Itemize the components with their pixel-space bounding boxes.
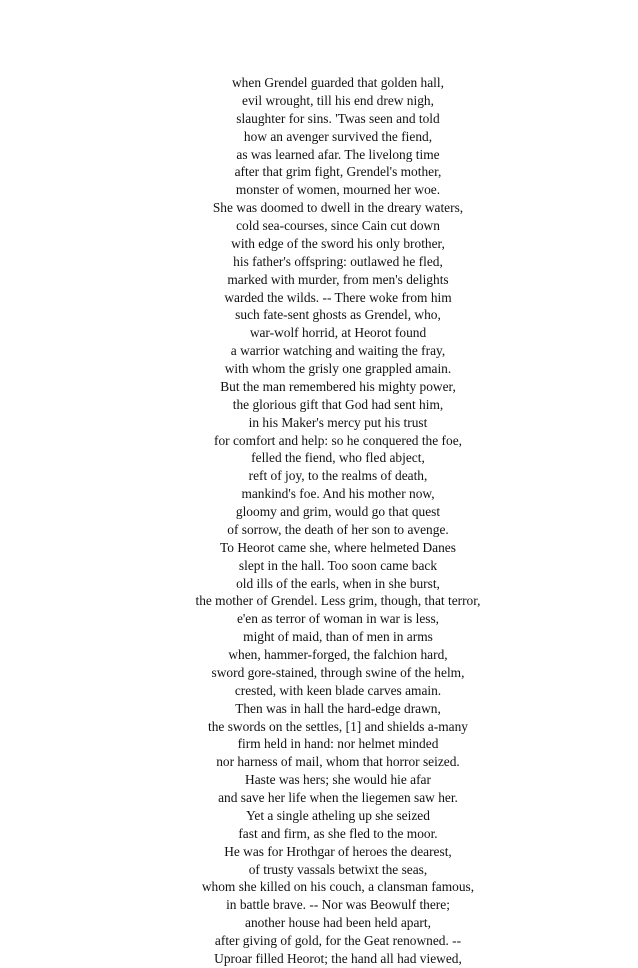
poem-line: marked with murder, from men's delights (227, 271, 449, 287)
poem-line: of sorrow, the death of her son to avenge. (227, 521, 449, 537)
poem-line: mankind's foe. And his mother now, (241, 486, 435, 502)
poem-line: She was doomed to dwell in the dreary waters, (212, 200, 464, 216)
poem-line: after giving of gold, for the Geat renowned. -- (214, 933, 462, 948)
poem-line: sword gore-stained, through swine of the helm, (211, 664, 465, 680)
poem-line: monster of women, mourned her woe. (235, 182, 441, 198)
poem-line: how an avenger survived the fiend, (243, 128, 433, 144)
poem-line: another house had been held apart, (245, 915, 431, 931)
poem-line: and save her life when the liegemen saw her. (218, 790, 458, 805)
poem-line: He was for Hrothgar of heroes the dearest, (224, 843, 452, 859)
poem-text (0, 74, 638, 968)
poem-line: the glorious gift that God had sent him, (232, 396, 444, 412)
poem-line: evil wrought, till his end drew nigh, (242, 92, 434, 108)
poem-line: the swords on the settles, [1] and shields a-many (208, 718, 468, 734)
poem-line: in battle brave. -- Nor was Beowulf there; (226, 897, 450, 913)
poem-line: fast and firm, as she fled to the moor. (238, 825, 438, 841)
poem-line: warded the wilds. -- There woke from him (224, 289, 452, 305)
poem-line: with whom the grisly one grappled amain. (224, 361, 452, 376)
poem-line: his father's offspring: outlawed he fled, (233, 253, 443, 269)
poem-line: slaughter for sins. 'Twas seen and told (236, 110, 440, 126)
poem-line: gloomy and grim, would go that quest (235, 504, 441, 519)
poem-line: whom she killed on his couch, a clansman famous, (201, 879, 475, 895)
poem-line: in his Maker's mercy put his trust (248, 414, 428, 430)
poem-line: Haste was hers; she would hie afar (245, 772, 431, 788)
poem-line: reft of joy, to the realms of death, (248, 468, 428, 484)
poem-line: Then was in hall the hard-edge drawn, (235, 700, 441, 716)
poem-line: Uproar filled Heorot; the hand all had viewed, (214, 950, 462, 966)
poem-line: when Grendel guarded that golden hall, (232, 75, 444, 90)
poem-line: felled the fiend, who fled abject, (251, 450, 425, 466)
poem-line: of trusty vassals betwixt the seas, (248, 861, 428, 877)
poem-line: war-wolf horrid, at Heorot found (249, 325, 427, 341)
poem-line: To Heorot came she, where helmeted Danes (220, 539, 456, 555)
poem-line: cold sea-courses, since Cain cut down (236, 218, 440, 233)
poem-line: after that grim fight, Grendel's mother, (234, 164, 442, 180)
poem-line: such fate-sent ghosts as Grendel, who, (235, 307, 441, 323)
poem-line: slept in the hall. Too soon came back (238, 557, 438, 573)
poem-line: a warrior watching and waiting the fray, (230, 343, 446, 359)
poem-line: might of maid, than of men in arms (243, 629, 433, 645)
poem-line: But the man remembered his mighty power, (220, 378, 456, 394)
poem-line: as was learned afar. The livelong time (236, 146, 440, 162)
poem-line: e'en as terror of woman in war is less, (236, 611, 440, 627)
poem-line: for comfort and help: so he conquered the foe, (213, 432, 462, 448)
poem-line: with edge of the sword his only brother, (231, 235, 445, 251)
poem-line: nor harness of mail, whom that horror seized. (216, 754, 460, 770)
poem-line: the mother of Grendel. Less grim, though, that terror, (195, 593, 481, 609)
poem-line: crested, with keen blade carves amain. (234, 682, 442, 698)
poem-line: when, hammer-forged, the falchion hard, (228, 647, 448, 662)
poem-line: firm held in hand: nor helmet minded (237, 736, 439, 752)
poem-line: old ills of the earls, when in she burst, (236, 575, 440, 591)
poem-line: Yet a single atheling up she seized (246, 807, 430, 823)
